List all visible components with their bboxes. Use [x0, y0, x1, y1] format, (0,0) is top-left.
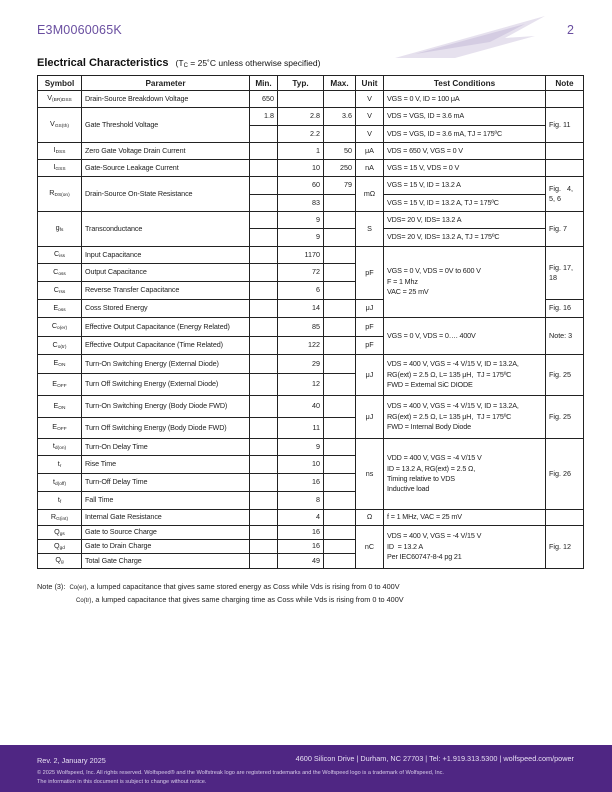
note-cell: Note: 3	[546, 318, 584, 355]
table-row	[38, 396, 584, 418]
min-cell	[250, 439, 278, 456]
max-cell	[324, 247, 356, 264]
table-row	[38, 439, 584, 456]
parameter-cell: Input Capacitance	[82, 247, 250, 264]
table-row	[38, 247, 584, 264]
symbol-cell	[38, 337, 82, 355]
min-cell	[250, 456, 278, 474]
typ-cell: 2.2	[278, 126, 324, 143]
symbol-subscript: d(off)	[54, 481, 67, 487]
symbol-cell	[38, 526, 82, 540]
symbol-base: Q	[55, 555, 61, 565]
symbol-cell	[38, 355, 82, 374]
unit-cell: pF	[356, 318, 384, 337]
max-cell	[324, 456, 356, 474]
symbol-subscript: GS(th)	[54, 124, 69, 130]
typ-cell: 14	[278, 300, 324, 318]
unit-cell: ns	[356, 439, 384, 510]
min-cell	[250, 282, 278, 300]
typ-cell: 9	[278, 212, 324, 229]
min-cell	[250, 374, 278, 396]
parameter-cell: Rise Time	[82, 456, 250, 474]
table-row	[38, 212, 584, 229]
typ-cell: 6	[278, 282, 324, 300]
max-cell	[324, 337, 356, 355]
typ-cell: 60	[278, 177, 324, 195]
unit-cell: pF	[356, 337, 384, 355]
note-cell	[546, 143, 584, 160]
table-row	[38, 526, 584, 540]
column-header: Note	[546, 76, 584, 91]
typ-cell: 83	[278, 195, 324, 212]
symbol-cell	[38, 300, 82, 318]
max-cell: 250	[324, 160, 356, 177]
note-cell: Fig. 7	[546, 212, 584, 247]
symbol-cell	[38, 374, 82, 396]
table-row	[38, 143, 584, 160]
symbol-subscript: oss	[58, 271, 66, 277]
symbol-subscript: DS(on)	[54, 193, 70, 199]
table-row	[38, 355, 584, 374]
test-conditions-cell: VDS = 400 V, VGS = -4 V/15 V, ID = 13.2A, RG(ext) = 2.5 Ω, L= 135 μH, TJ = 175ºC FWD = Internal Body Diode	[384, 396, 546, 439]
min-cell	[250, 143, 278, 160]
table-row	[38, 108, 584, 126]
typ-cell: 9	[278, 229, 324, 247]
min-cell	[250, 212, 278, 229]
test-conditions-cell: VGS = 0 V, VDS = 0…. 400V	[384, 318, 546, 355]
min-cell: 650	[250, 91, 278, 108]
symbol-subscript: rss	[58, 289, 66, 295]
min-cell	[250, 264, 278, 282]
footer	[0, 745, 612, 792]
test-conditions-cell: VDS= 20 V, IDS= 13.2 A, TJ = 175ºC	[384, 229, 546, 247]
symbol-base: C	[53, 249, 60, 259]
typ-cell: 4	[278, 510, 324, 526]
parameter-cell: Turn Off Switching Energy (External Diode)	[82, 374, 250, 396]
symbol-subscript: d(on)	[54, 446, 67, 452]
electrical-characteristics-table	[37, 75, 584, 569]
parameter-cell: Drain-Source Breakdown Voltage	[82, 91, 250, 108]
parameter-cell: Turn-On Delay Time	[82, 439, 250, 456]
min-cell	[250, 554, 278, 569]
unit-cell: μJ	[356, 300, 384, 318]
min-cell	[250, 229, 278, 247]
parameter-cell: Transconductance	[82, 212, 250, 247]
unit-cell: μJ	[356, 355, 384, 396]
table-row	[38, 318, 584, 337]
note-text: , a lumped capacitance that gives same charging time as Coss while Vds is rising from 0 to 400V	[91, 595, 404, 604]
table-row	[38, 160, 584, 177]
min-cell	[250, 418, 278, 439]
symbol-subscript: gs	[59, 531, 65, 537]
symbol-base: V	[47, 93, 53, 103]
column-header: Symbol	[38, 76, 82, 91]
parameter-cell: Reverse Transfer Capacitance	[82, 282, 250, 300]
symbol-cell	[38, 418, 82, 439]
parameter-cell: Gate to Source Charge	[82, 526, 250, 540]
symbol-cell	[38, 540, 82, 554]
min-cell	[250, 474, 278, 492]
symbol-base: C	[53, 266, 59, 276]
test-conditions-cell: VDS = VGS, ID = 3.6 mA	[384, 108, 546, 126]
typ-cell: 40	[278, 396, 324, 418]
content-flow	[37, 75, 583, 607]
unit-cell: nC	[356, 526, 384, 569]
test-conditions-cell: f = 1 MHz, VAC = 25 mV	[384, 510, 546, 526]
typ-cell: 10	[278, 160, 324, 177]
max-cell	[324, 492, 356, 510]
symbol-base: R	[49, 188, 55, 198]
symbol-base: V	[50, 119, 55, 129]
note-3-line-2	[37, 594, 583, 607]
max-cell	[324, 212, 356, 229]
test-conditions-cell: VGS = 15 V, ID = 13.2 A	[384, 177, 546, 195]
min-cell	[250, 318, 278, 337]
symbol-cell	[38, 264, 82, 282]
typ-cell	[278, 91, 324, 108]
typ-cell: 1	[278, 143, 324, 160]
symbol-base: g	[55, 223, 60, 233]
min-cell: 1.8	[250, 108, 278, 126]
unit-cell: V	[356, 108, 384, 126]
unit-cell: nA	[356, 160, 384, 177]
typ-cell: 12	[278, 374, 324, 396]
typ-cell: 10	[278, 456, 324, 474]
typ-cell: 8	[278, 492, 324, 510]
max-cell	[324, 474, 356, 492]
parameter-cell: Turn Off Switching Energy (Body Diode FWD)	[82, 418, 250, 439]
symbol-subscript: iss	[59, 254, 66, 260]
note-symbol: Co(er)	[69, 585, 87, 591]
symbol-cell	[38, 510, 82, 526]
min-cell	[250, 126, 278, 143]
section-title	[37, 57, 320, 69]
symbol-cell	[38, 396, 82, 418]
symbol-subscript: DSS	[55, 150, 66, 156]
notice-text: The information in this document is subject to change without notice.	[37, 779, 207, 785]
max-cell	[324, 396, 356, 418]
note-cell: Fig. 17, 18	[546, 247, 584, 300]
note-3	[37, 581, 583, 607]
max-cell	[324, 526, 356, 540]
typ-cell: 16	[278, 474, 324, 492]
note-cell: Fig. 25	[546, 355, 584, 396]
table-header-row	[38, 76, 584, 91]
symbol-base: Q	[54, 526, 60, 536]
symbol-base: E	[52, 378, 58, 388]
min-cell	[250, 160, 278, 177]
test-conditions-cell: VDS = VGS, ID = 3.6 mA, TJ = 175ºC	[384, 126, 546, 143]
cond-rest: = 25˚C unless otherwise specified)	[187, 58, 321, 68]
max-cell	[324, 374, 356, 396]
test-conditions-cell: VDD = 400 V, VGS = -4 V/15 V ID = 13.2 A, RG(ext) = 2.5 Ω, Timing relative to VDS Inductive load	[384, 439, 546, 510]
parameter-cell: Drain-Source On-State Resistance	[82, 177, 250, 212]
test-conditions-cell: VDS= 20 V, IDS= 13.2 A	[384, 212, 546, 229]
symbol-cell	[38, 177, 82, 212]
column-header: Unit	[356, 76, 384, 91]
max-cell: 3.6	[324, 108, 356, 126]
max-cell	[324, 126, 356, 143]
min-cell	[250, 355, 278, 374]
max-cell	[324, 91, 356, 108]
symbol-cell	[38, 554, 82, 569]
symbol-base: t	[52, 476, 55, 486]
symbol-base: I	[53, 145, 56, 155]
contact-address: 4600 Silicon Drive | Durham, NC 27703 | Tel: +1.919.313.5300 | wolfspeed.com/power	[295, 754, 574, 763]
min-cell	[250, 540, 278, 554]
symbol-base: t	[57, 458, 60, 468]
max-cell	[324, 355, 356, 374]
symbol-cell	[38, 492, 82, 510]
symbol-cell	[38, 143, 82, 160]
parameter-cell: Gate Threshold Voltage	[82, 108, 250, 143]
section-title-text: Electrical Characteristics	[37, 57, 169, 69]
symbol-subscript: OFF	[57, 427, 67, 433]
symbol-base: E	[53, 302, 59, 312]
symbol-cell	[38, 318, 82, 337]
max-cell	[324, 554, 356, 569]
test-conditions-cell: VGS = 0 V, VDS = 0V to 600 V F = 1 Mhz VAC = 25 mV	[384, 247, 546, 318]
symbol-subscript: r	[59, 463, 62, 469]
parameter-cell: Zero Gate Voltage Drain Current	[82, 143, 250, 160]
max-cell: 50	[324, 143, 356, 160]
symbol-base: C	[51, 321, 58, 331]
note-label: Note (3):	[37, 582, 66, 591]
typ-cell: 16	[278, 526, 324, 540]
max-cell	[324, 229, 356, 247]
typ-cell: 49	[278, 554, 324, 569]
test-conditions-cell: VGS = 15 V, VDS = 0 V	[384, 160, 546, 177]
typ-cell: 85	[278, 318, 324, 337]
parameter-cell: Turn-On Switching Energy (Body Diode FWD)	[82, 396, 250, 418]
max-cell: 79	[324, 177, 356, 195]
part-number: E3M0060065K	[37, 23, 122, 37]
symbol-base: t	[57, 494, 60, 504]
symbol-base: t	[52, 441, 55, 451]
parameter-cell: Output Capacitance	[82, 264, 250, 282]
parameter-cell: Gate to Drain Charge	[82, 540, 250, 554]
typ-cell: 2.8	[278, 108, 324, 126]
parameter-cell: Turn-On Switching Energy (External Diode)	[82, 355, 250, 374]
symbol-base: R	[50, 511, 57, 521]
symbol-subscript: f	[59, 499, 62, 505]
column-header: Typ.	[278, 76, 324, 91]
note-cell: Fig. 11	[546, 108, 584, 143]
revision: Rev. 2, January 2025	[37, 756, 106, 765]
test-conditions-cell: VDS = 400 V, VGS = -4 V/15 V ID = 13.2 A Per IEC60747-8-4 pg 21	[384, 526, 546, 569]
parameter-cell: Total Gate Charge	[82, 554, 250, 569]
symbol-cell	[38, 160, 82, 177]
note-cell	[546, 91, 584, 108]
min-cell	[250, 177, 278, 195]
test-conditions-cell: VDS = 400 V, VGS = -4 V/15 V, ID = 13.2A, RG(ext) = 2.5 Ω, L= 135 μH, TJ = 175ºC FWD = External SiC DIODE	[384, 355, 546, 396]
symbol-cell	[38, 439, 82, 456]
symbol-subscript: gd	[59, 545, 65, 551]
symbol-cell	[38, 247, 82, 264]
max-cell	[324, 195, 356, 212]
typ-cell: 29	[278, 355, 324, 374]
symbol-subscript: (BR)DSS	[52, 98, 72, 104]
unit-cell: mΩ	[356, 177, 384, 212]
symbol-subscript: ON	[58, 405, 66, 411]
min-cell	[250, 526, 278, 540]
note-text: , a lumped capacitance that gives same stored energy as Coss while Vds is rising from 0 to 400V	[86, 582, 400, 591]
unit-cell: V	[356, 91, 384, 108]
column-header: Parameter	[82, 76, 250, 91]
symbol-base: I	[53, 162, 56, 172]
symbol-base: E	[53, 400, 59, 410]
max-cell	[324, 510, 356, 526]
max-cell	[324, 439, 356, 456]
min-cell	[250, 492, 278, 510]
note-symbol: Co(tr)	[76, 598, 92, 604]
column-header: Min.	[250, 76, 278, 91]
test-conditions-cell: VGS = 15 V, ID = 13.2 A, TJ = 175ºC	[384, 195, 546, 212]
max-cell	[324, 264, 356, 282]
typ-cell: 16	[278, 540, 324, 554]
symbol-subscript: OFF	[57, 383, 67, 389]
symbol-subscript: fs	[59, 228, 64, 234]
min-cell	[250, 247, 278, 264]
parameter-cell: Effective Output Capacitance (Energy Related)	[82, 318, 250, 337]
max-cell	[324, 540, 356, 554]
symbol-subscript: o(tr)	[57, 344, 67, 350]
symbol-base: E	[53, 358, 59, 368]
parameter-cell: Gate-Source Leakage Current	[82, 160, 250, 177]
symbol-subscript: o(er)	[57, 326, 68, 332]
min-cell	[250, 396, 278, 418]
symbol-cell	[38, 282, 82, 300]
note-cell: Fig. 26	[546, 439, 584, 510]
typ-cell: 72	[278, 264, 324, 282]
min-cell	[250, 195, 278, 212]
cond-prefix: (T	[175, 58, 184, 68]
symbol-cell	[38, 108, 82, 143]
symbol-cell	[38, 456, 82, 474]
unit-cell: V	[356, 126, 384, 143]
symbol-base: E	[52, 422, 58, 432]
symbol-base: C	[52, 339, 58, 349]
min-cell	[250, 337, 278, 355]
symbol-subscript: ON	[58, 363, 66, 369]
parameter-cell: Internal Gate Resistance	[82, 510, 250, 526]
copyright	[37, 769, 444, 787]
parameter-cell: Effective Output Capacitance (Time Related)	[82, 337, 250, 355]
test-conditions-cell: VDS = 650 V, VGS = 0 V	[384, 143, 546, 160]
wolfstreak-logo-icon	[395, 14, 545, 69]
parameter-cell: Turn-Off Delay Time	[82, 474, 250, 492]
column-header: Max.	[324, 76, 356, 91]
note-cell: Fig. 12	[546, 526, 584, 569]
table-row	[38, 177, 584, 195]
symbol-subscript: GSS	[55, 167, 66, 173]
symbol-subscript: g	[60, 560, 64, 566]
unit-cell: S	[356, 212, 384, 247]
typ-cell: 11	[278, 418, 324, 439]
max-cell	[324, 300, 356, 318]
symbol-subscript: G(int)	[56, 516, 69, 522]
symbol-cell	[38, 212, 82, 247]
section-title-condition	[176, 58, 321, 68]
column-header: Test Conditions	[384, 76, 546, 91]
min-cell	[250, 510, 278, 526]
symbol-base: C	[53, 284, 59, 294]
symbol-base: Q	[54, 540, 60, 550]
table-row	[38, 510, 584, 526]
cond-sub: C	[183, 63, 188, 69]
symbol-cell	[38, 474, 82, 492]
typ-cell: 1170	[278, 247, 324, 264]
note-cell: Fig. 4, 5, 6	[546, 177, 584, 212]
copyright-text: © 2025 Wolfspeed, Inc. All rights reserved. Wolfspeed® and the Wolfstreak logo are registered trademarks and the Wolfspeed logo is a trademark of Wolfspeed, Inc.	[37, 770, 444, 776]
note-cell: Fig. 16	[546, 300, 584, 318]
note-cell	[546, 160, 584, 177]
unit-cell: μJ	[356, 396, 384, 439]
unit-cell: pF	[356, 247, 384, 300]
note-cell	[546, 510, 584, 526]
unit-cell: Ω	[356, 510, 384, 526]
symbol-cell	[38, 91, 82, 108]
max-cell	[324, 418, 356, 439]
note-3-line-1	[37, 581, 583, 594]
table-row	[38, 91, 584, 108]
typ-cell: 9	[278, 439, 324, 456]
max-cell	[324, 318, 356, 337]
note-cell: Fig. 25	[546, 396, 584, 439]
parameter-cell: Coss Stored Energy	[82, 300, 250, 318]
unit-cell: μA	[356, 143, 384, 160]
page-number: 2	[567, 23, 574, 37]
typ-cell: 122	[278, 337, 324, 355]
max-cell	[324, 282, 356, 300]
symbol-subscript: oss	[58, 307, 66, 313]
min-cell	[250, 300, 278, 318]
parameter-cell: Fall Time	[82, 492, 250, 510]
test-conditions-cell: VGS = 0 V, ID = 100 μA	[384, 91, 546, 108]
